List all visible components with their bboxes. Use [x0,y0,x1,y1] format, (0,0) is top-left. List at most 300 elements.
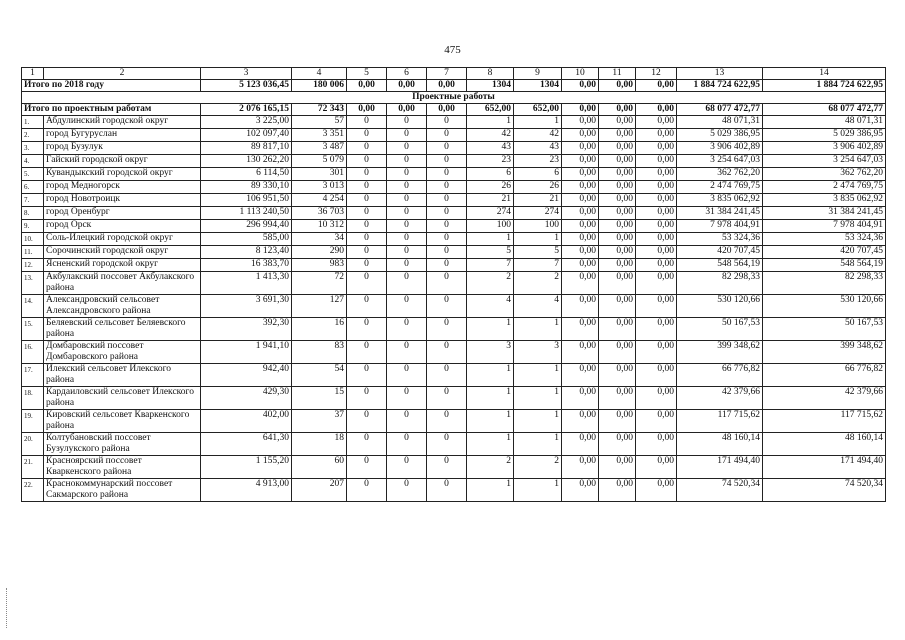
row-value: 0,00 [562,295,599,318]
row-value: 26 [467,181,514,194]
row-value: 1 [514,116,562,129]
row-value: 3 [514,341,562,364]
row-value: 4 913,00 [201,479,292,502]
municipality-name: город Медногорск [44,181,201,194]
row-value: 0 [347,433,387,456]
row-value: 0 [427,341,467,364]
row-value: 34 [292,233,347,246]
row-value: 0 [347,410,387,433]
row-value: 2 474 769,75 [677,181,763,194]
row-value: 399 348,62 [763,341,886,364]
row-value: 0,00 [599,364,636,387]
row-value: 3 351 [292,129,347,142]
row-value: 3 487 [292,142,347,155]
row-value: 74 520,34 [677,479,763,502]
row-value: 0 [387,246,427,259]
row-value: 2 [514,272,562,295]
row-value: 42 379,66 [763,387,886,410]
row-value: 0,00 [599,181,636,194]
row-value: 18 [292,433,347,456]
row-value: 1 [514,479,562,502]
municipality-name: Соль-Илецкий городской округ [44,233,201,246]
column-number: 1 [22,68,44,80]
table-row [22,207,886,220]
row-value: 117 715,62 [677,410,763,433]
row-value: 0 [347,207,387,220]
row-value: 0 [347,129,387,142]
row-value: 0,00 [599,295,636,318]
row-number: 16. [22,341,44,364]
row-value: 74 520,34 [763,479,886,502]
row-value: 16 [292,318,347,341]
row-value: 1 [467,364,514,387]
row-value: 0,00 [636,364,677,387]
section-row [22,92,886,104]
row-value: 48 160,14 [763,433,886,456]
row-value: 2 474 769,75 [763,181,886,194]
row-value: 0 [427,233,467,246]
total-project-row [22,104,886,116]
row-value: 0,00 [636,116,677,129]
row-value: 0 [427,246,467,259]
row-value: 5 [514,246,562,259]
row-value: 0 [387,181,427,194]
row-value: 0 [387,387,427,410]
row-value: 0 [347,364,387,387]
row-value: 362 762,20 [763,168,886,181]
row-value: 0,00 [636,155,677,168]
row-value: 1 155,20 [201,456,292,479]
row-value: 274 [514,207,562,220]
row-value: 0,00 [636,194,677,207]
row-value: 274 [467,207,514,220]
row-number: 10. [22,233,44,246]
row-value: 1 [514,233,562,246]
row-value: 0,00 [636,259,677,272]
row-value: 100 [467,220,514,233]
row-value: 100 [514,220,562,233]
row-value: 72 [292,272,347,295]
row-value: 0 [347,259,387,272]
row-value: 0,00 [562,341,599,364]
row-value: 8 123,40 [201,246,292,259]
row-value: 0 [387,155,427,168]
row-value: 48 160,14 [677,433,763,456]
table-row [22,295,886,318]
column-number: 9 [514,68,562,80]
row-number: 19. [22,410,44,433]
municipality-name: Краснокоммунарский поссовет Сакмарского района [44,479,201,502]
row-value: 429,30 [201,387,292,410]
row-value: 0 [427,433,467,456]
table-row [22,246,886,259]
row-value: 0 [427,129,467,142]
row-number: 13. [22,272,44,295]
row-value: 0 [387,129,427,142]
row-value: 0 [347,155,387,168]
row-value: 3 691,30 [201,295,292,318]
row-value: 0 [387,433,427,456]
total-value: 652,00 [467,104,514,116]
column-number: 8 [467,68,514,80]
column-number: 13 [677,68,763,80]
row-value: 530 120,66 [677,295,763,318]
row-value: 0 [427,387,467,410]
municipality-name: город Бугуруслан [44,129,201,142]
row-value: 6 [514,168,562,181]
column-number: 6 [387,68,427,80]
row-value: 42 379,66 [677,387,763,410]
row-value: 0,00 [636,387,677,410]
row-value: 0 [387,142,427,155]
row-value: 1 [467,387,514,410]
row-number: 22. [22,479,44,502]
row-value: 0 [427,410,467,433]
row-value: 0 [427,479,467,502]
row-value: 0,00 [562,433,599,456]
row-value: 0 [387,456,427,479]
row-number: 12. [22,259,44,272]
row-value: 0,00 [636,341,677,364]
row-value: 0,00 [599,220,636,233]
row-value: 42 [514,129,562,142]
total-value: 0,00 [562,104,599,116]
row-value: 0 [347,116,387,129]
row-value: 23 [467,155,514,168]
row-value: 0,00 [636,220,677,233]
row-value: 5 079 [292,155,347,168]
row-value: 82 298,33 [677,272,763,295]
row-value: 0 [347,194,387,207]
row-value: 3 225,00 [201,116,292,129]
municipality-name: Гайский городской округ [44,155,201,168]
program-table [21,67,886,502]
section-title: Проектные работы [22,92,886,104]
row-value: 102 097,40 [201,129,292,142]
table-row [22,456,886,479]
total-value: 72 343 [292,104,347,116]
row-value: 4 [514,295,562,318]
row-value: 392,30 [201,318,292,341]
table-row [22,318,886,341]
row-value: 0 [387,168,427,181]
total-value: 1 884 724 622,95 [677,80,763,92]
row-value: 1 [467,233,514,246]
row-value: 7 [514,259,562,272]
row-number: 9. [22,220,44,233]
table-row [22,116,886,129]
row-value: 0,00 [599,272,636,295]
row-value: 0,00 [599,142,636,155]
row-value: 1 [514,433,562,456]
row-value: 7 978 404,91 [677,220,763,233]
row-value: 0 [347,246,387,259]
row-value: 301 [292,168,347,181]
row-number: 17. [22,364,44,387]
row-value: 4 [467,295,514,318]
table-row [22,168,886,181]
row-value: 7 [467,259,514,272]
row-value: 0 [387,364,427,387]
row-value: 296 994,40 [201,220,292,233]
row-value: 5 [467,246,514,259]
total-value: 1304 [514,80,562,92]
row-value: 0 [347,272,387,295]
row-value: 0,00 [599,116,636,129]
row-value: 0 [427,207,467,220]
row-value: 0 [347,233,387,246]
row-value: 399 348,62 [677,341,763,364]
row-value: 0,00 [599,194,636,207]
row-value: 6 114,50 [201,168,292,181]
row-value: 53 324,36 [677,233,763,246]
municipality-name: Акбулакский поссовет Акбулакского района [44,272,201,295]
row-value: 117 715,62 [763,410,886,433]
row-value: 0 [427,194,467,207]
row-value: 48 071,31 [677,116,763,129]
row-value: 0 [427,456,467,479]
row-value: 1 [514,318,562,341]
row-value: 42 [467,129,514,142]
total-value: 0,00 [427,80,467,92]
total-value: 1304 [467,80,514,92]
row-value: 0,00 [562,194,599,207]
municipality-name: город Орск [44,220,201,233]
total-2018-row [22,80,886,92]
row-value: 50 167,53 [763,318,886,341]
row-value: 0,00 [599,433,636,456]
row-value: 1 941,10 [201,341,292,364]
table-row [22,194,886,207]
row-value: 0,00 [562,181,599,194]
municipality-name: Кардаиловский сельсовет Илекского района [44,387,201,410]
row-value: 0,00 [562,364,599,387]
row-value: 0 [347,387,387,410]
row-value: 3 835 062,92 [677,194,763,207]
row-value: 0,00 [562,456,599,479]
row-value: 402,00 [201,410,292,433]
municipality-name: Ясненский городской округ [44,259,201,272]
row-value: 0 [387,220,427,233]
row-value: 0 [427,116,467,129]
total-value: 0,00 [347,80,387,92]
row-value: 0 [427,220,467,233]
row-value: 1 [467,318,514,341]
row-value: 0 [427,364,467,387]
row-value: 0 [347,220,387,233]
row-value: 3 906 402,89 [677,142,763,155]
total-value: 0,00 [599,104,636,116]
row-number: 15. [22,318,44,341]
row-value: 171 494,40 [677,456,763,479]
row-value: 1 413,30 [201,272,292,295]
row-value: 548 564,19 [677,259,763,272]
row-value: 0 [387,233,427,246]
row-value: 5 029 386,95 [677,129,763,142]
row-value: 0 [427,168,467,181]
table-row [22,364,886,387]
row-value: 0,00 [599,341,636,364]
row-value: 7 978 404,91 [763,220,886,233]
row-value: 0,00 [562,259,599,272]
table-row [22,181,886,194]
row-value: 0 [387,295,427,318]
row-value: 37 [292,410,347,433]
row-value: 0,00 [636,433,677,456]
row-value: 31 384 241,45 [677,207,763,220]
row-value: 130 262,20 [201,155,292,168]
row-value: 43 [467,142,514,155]
total-value: 0,00 [562,80,599,92]
row-value: 942,40 [201,364,292,387]
total-value: 0,00 [387,80,427,92]
total-value: 5 123 036,45 [201,80,292,92]
table-row [22,341,886,364]
row-value: 0,00 [599,259,636,272]
row-value: 290 [292,246,347,259]
row-value: 15 [292,387,347,410]
row-value: 0,00 [636,142,677,155]
row-value: 4 254 [292,194,347,207]
row-value: 0 [347,479,387,502]
row-value: 420 707,45 [677,246,763,259]
row-number: 18. [22,387,44,410]
row-value: 0,00 [636,410,677,433]
row-value: 0 [387,410,427,433]
row-value: 0,00 [599,155,636,168]
table-row [22,410,886,433]
row-value: 21 [467,194,514,207]
row-value: 5 029 386,95 [763,129,886,142]
row-number: 5. [22,168,44,181]
row-number: 20. [22,433,44,456]
row-value: 43 [514,142,562,155]
row-number: 2. [22,129,44,142]
total-value: 0,00 [347,104,387,116]
column-number: 12 [636,68,677,80]
municipality-name: город Новотроицк [44,194,201,207]
row-value: 0,00 [562,142,599,155]
total-label: Итого по 2018 году [22,80,201,92]
row-value: 23 [514,155,562,168]
row-value: 106 951,50 [201,194,292,207]
row-value: 0,00 [636,233,677,246]
row-value: 0,00 [636,272,677,295]
row-value: 0,00 [599,168,636,181]
row-value: 0 [387,259,427,272]
row-value: 26 [514,181,562,194]
row-value: 0,00 [636,456,677,479]
row-value: 585,00 [201,233,292,246]
row-value: 0,00 [562,387,599,410]
column-number: 2 [44,68,201,80]
row-value: 10 312 [292,220,347,233]
row-value: 0,00 [599,456,636,479]
table-row [22,233,886,246]
municipality-name: Кувандыкский городской округ [44,168,201,181]
row-value: 21 [514,194,562,207]
table-row [22,129,886,142]
municipality-name: Домбаровский поссовет Домбаровского района [44,341,201,364]
table-row [22,220,886,233]
row-number: 6. [22,181,44,194]
row-value: 0,00 [599,479,636,502]
row-number: 7. [22,194,44,207]
row-value: 0,00 [636,318,677,341]
row-value: 3 013 [292,181,347,194]
row-value: 1 [467,116,514,129]
row-value: 89 817,10 [201,142,292,155]
row-value: 3 906 402,89 [763,142,886,155]
row-value: 3 254 647,03 [763,155,886,168]
row-number: 3. [22,142,44,155]
row-value: 53 324,36 [763,233,886,246]
row-value: 0 [427,259,467,272]
total-value: 0,00 [636,80,677,92]
total-label: Итого по проектным работам [22,104,201,116]
municipality-name: Абдулинский городской округ [44,116,201,129]
row-value: 0 [387,207,427,220]
row-value: 0 [347,142,387,155]
row-value: 0,00 [599,318,636,341]
row-value: 983 [292,259,347,272]
row-number: 1. [22,116,44,129]
municipality-name: Беляевский сельсовет Беляевского района [44,318,201,341]
column-number-row [22,68,886,80]
municipality-name: город Бузулук [44,142,201,155]
municipality-name: Кировский сельсовет Кваркенского района [44,410,201,433]
row-value: 171 494,40 [763,456,886,479]
row-value: 36 703 [292,207,347,220]
row-value: 0 [347,456,387,479]
row-value: 0,00 [562,479,599,502]
row-value: 54 [292,364,347,387]
row-value: 31 384 241,45 [763,207,886,220]
row-value: 66 776,82 [677,364,763,387]
row-value: 0,00 [636,246,677,259]
column-number: 14 [763,68,886,80]
row-value: 0,00 [636,181,677,194]
row-value: 0,00 [599,129,636,142]
total-value: 68 077 472,77 [763,104,886,116]
column-number: 10 [562,68,599,80]
total-value: 0,00 [387,104,427,116]
municipality-name: Александровский сельсовет Александровского района [44,295,201,318]
row-value: 0,00 [636,207,677,220]
row-number: 4. [22,155,44,168]
row-value: 0 [387,194,427,207]
row-value: 0 [427,181,467,194]
row-value: 0 [387,272,427,295]
row-value: 82 298,33 [763,272,886,295]
row-value: 0,00 [562,155,599,168]
total-value: 0,00 [636,104,677,116]
table-row [22,272,886,295]
row-value: 0 [427,142,467,155]
row-value: 83 [292,341,347,364]
row-value: 1 [514,387,562,410]
table-row [22,387,886,410]
row-value: 0,00 [599,246,636,259]
total-value: 0,00 [427,104,467,116]
row-value: 50 167,53 [677,318,763,341]
row-value: 0,00 [599,207,636,220]
row-number: 11. [22,246,44,259]
row-value: 1 [514,364,562,387]
total-value: 68 077 472,77 [677,104,763,116]
row-value: 0,00 [562,272,599,295]
total-value: 2 076 165,15 [201,104,292,116]
